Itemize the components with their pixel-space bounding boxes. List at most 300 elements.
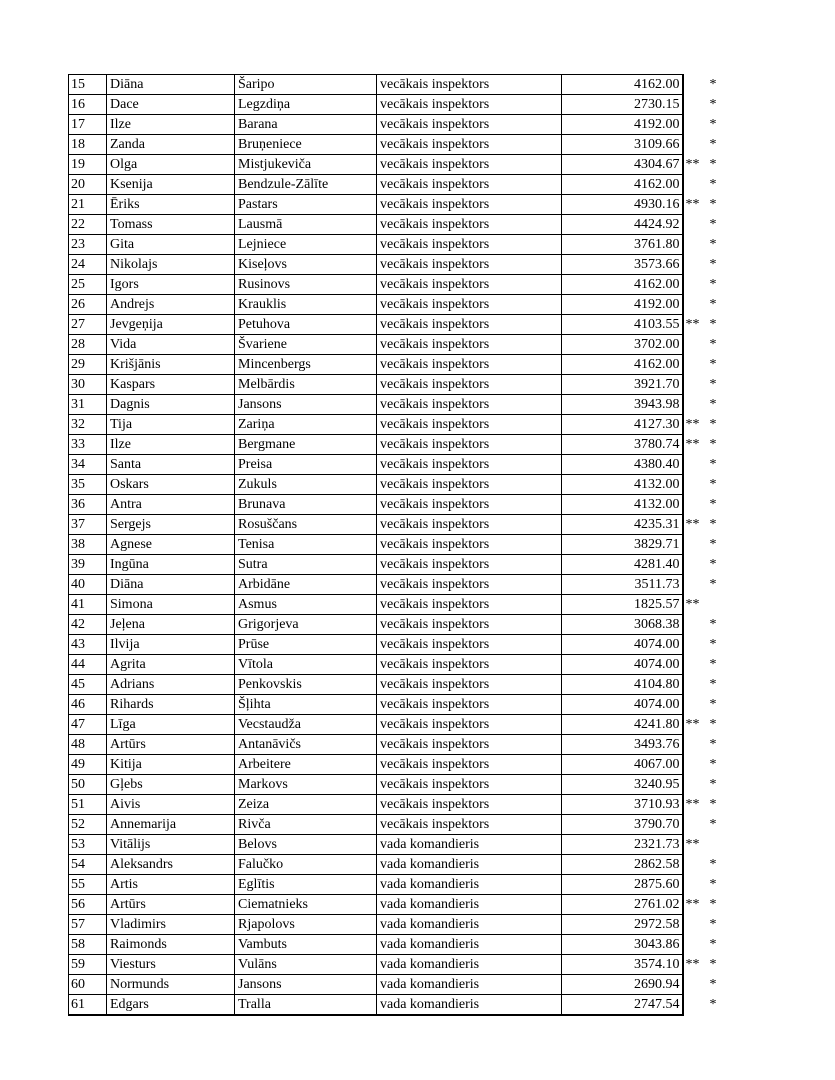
table-row — [69, 115, 719, 135]
first-name-cell: Santa — [107, 455, 235, 475]
salary-cell: 3710.93 — [562, 795, 683, 815]
table-row — [69, 375, 719, 395]
salary-cell: 4380.40 — [562, 455, 683, 475]
position-cell: vecākais inspektors — [377, 75, 562, 95]
salary-cell: 4074.00 — [562, 655, 683, 675]
position-cell: vecākais inspektors — [377, 695, 562, 715]
single-asterisk-mark: * — [709, 97, 717, 112]
double-asterisk-mark: ** — [685, 837, 700, 852]
row-number-cell: 16 — [69, 95, 107, 115]
first-name-cell: Krišjānis — [107, 355, 235, 375]
row-number-cell: 23 — [69, 235, 107, 255]
position-cell: vecākais inspektors — [377, 95, 562, 115]
row-number-cell: 59 — [69, 955, 107, 975]
row-number-cell: 29 — [69, 355, 107, 375]
single-asterisk-mark: * — [709, 697, 717, 712]
last-name-cell: Švariene — [235, 335, 377, 355]
single-asterisk-mark: * — [709, 437, 717, 452]
table-row — [69, 735, 719, 755]
last-name-cell: Mincenbergs — [235, 355, 377, 375]
last-name-cell: Petuhova — [235, 315, 377, 335]
single-asterisk-mark: * — [709, 577, 717, 592]
table-row — [69, 195, 719, 215]
position-cell: vada komandieris — [377, 935, 562, 955]
salary-cell: 2321.73 — [562, 835, 683, 855]
last-name-cell: Bruņeniece — [235, 135, 377, 155]
single-asterisk-mark: * — [709, 737, 717, 752]
first-name-cell: Diāna — [107, 75, 235, 95]
salary-cell: 3574.10 — [562, 955, 683, 975]
single-asterisk-mark: * — [709, 657, 717, 672]
last-name-cell: Mistjukeviča — [235, 155, 377, 175]
double-asterisk-mark — [683, 175, 703, 195]
table-row — [69, 455, 719, 475]
salary-cell: 4241.80 — [562, 715, 683, 735]
last-name-cell: Tralla — [235, 995, 377, 1016]
first-name-cell: Rihards — [107, 695, 235, 715]
position-cell: vecākais inspektors — [377, 515, 562, 535]
position-cell: vada komandieris — [377, 855, 562, 875]
table-row — [69, 595, 719, 615]
single-asterisk-mark: * — [709, 237, 717, 252]
first-name-cell: Vladimirs — [107, 915, 235, 935]
employee-salary-table — [68, 74, 719, 1016]
table-row — [69, 215, 719, 235]
single-asterisk-mark: * — [709, 357, 717, 372]
last-name-cell: Lausmā — [235, 215, 377, 235]
position-cell: vada komandieris — [377, 995, 562, 1016]
salary-cell: 3829.71 — [562, 535, 683, 555]
first-name-cell: Artis — [107, 875, 235, 895]
last-name-cell: Rivča — [235, 815, 377, 835]
position-cell: vecākais inspektors — [377, 395, 562, 415]
row-number-cell: 39 — [69, 555, 107, 575]
position-cell: vecākais inspektors — [377, 135, 562, 155]
row-number-cell: 24 — [69, 255, 107, 275]
first-name-cell: Igors — [107, 275, 235, 295]
salary-cell: 4103.55 — [562, 315, 683, 335]
table-row — [69, 615, 719, 635]
first-name-cell: Normunds — [107, 975, 235, 995]
row-number-cell: 33 — [69, 435, 107, 455]
first-name-cell: Artūrs — [107, 735, 235, 755]
salary-cell: 4930.16 — [562, 195, 683, 215]
salary-cell: 2690.94 — [562, 975, 683, 995]
salary-cell: 3943.98 — [562, 395, 683, 415]
row-number-cell: 43 — [69, 635, 107, 655]
row-number-cell: 55 — [69, 875, 107, 895]
salary-cell: 4074.00 — [562, 635, 683, 655]
first-name-cell: Jeļena — [107, 615, 235, 635]
position-cell: vecākais inspektors — [377, 195, 562, 215]
table-row — [69, 695, 719, 715]
single-asterisk-mark: * — [709, 317, 717, 332]
last-name-cell: Asmus — [235, 595, 377, 615]
position-cell: vecākais inspektors — [377, 235, 562, 255]
double-asterisk-mark — [683, 755, 703, 775]
single-asterisk-mark — [703, 595, 719, 615]
single-asterisk-mark: * — [709, 337, 717, 352]
position-cell: vada komandieris — [377, 955, 562, 975]
last-name-cell: Bendzule-Zālīte — [235, 175, 377, 195]
table-row — [69, 235, 719, 255]
first-name-cell: Dace — [107, 95, 235, 115]
row-number-cell: 17 — [69, 115, 107, 135]
single-asterisk-mark: * — [709, 637, 717, 652]
row-number-cell: 40 — [69, 575, 107, 595]
first-name-cell: Vida — [107, 335, 235, 355]
single-asterisk-mark: * — [709, 457, 717, 472]
double-asterisk-mark — [683, 775, 703, 795]
first-name-cell: Ilze — [107, 435, 235, 455]
double-asterisk-mark — [683, 255, 703, 275]
double-asterisk-mark — [683, 995, 703, 1016]
position-cell: vecākais inspektors — [377, 475, 562, 495]
position-cell: vecākais inspektors — [377, 735, 562, 755]
double-asterisk-mark — [683, 215, 703, 235]
last-name-cell: Kiseļovs — [235, 255, 377, 275]
position-cell: vecākais inspektors — [377, 295, 562, 315]
table-row — [69, 555, 719, 575]
first-name-cell: Aleksandrs — [107, 855, 235, 875]
salary-cell: 3780.74 — [562, 435, 683, 455]
single-asterisk-mark: * — [709, 157, 717, 172]
table-row — [69, 955, 719, 975]
position-cell: vecākais inspektors — [377, 215, 562, 235]
double-asterisk-mark: ** — [685, 417, 700, 432]
double-asterisk-mark: ** — [685, 437, 700, 452]
table-row — [69, 535, 719, 555]
double-asterisk-mark — [683, 615, 703, 635]
position-cell: vada komandieris — [377, 835, 562, 855]
double-asterisk-mark — [683, 455, 703, 475]
first-name-cell: Adrians — [107, 675, 235, 695]
single-asterisk-mark: * — [709, 957, 717, 972]
row-number-cell: 49 — [69, 755, 107, 775]
table-row — [69, 635, 719, 655]
double-asterisk-mark — [683, 395, 703, 415]
double-asterisk-mark: ** — [685, 157, 700, 172]
last-name-cell: Melbārdis — [235, 375, 377, 395]
single-asterisk-mark: * — [709, 877, 717, 892]
salary-cell: 2747.54 — [562, 995, 683, 1016]
row-number-cell: 46 — [69, 695, 107, 715]
salary-cell: 2875.60 — [562, 875, 683, 895]
position-cell: vecākais inspektors — [377, 635, 562, 655]
last-name-cell: Arbeitere — [235, 755, 377, 775]
position-cell: vecākais inspektors — [377, 155, 562, 175]
first-name-cell: Edgars — [107, 995, 235, 1016]
first-name-cell: Simona — [107, 595, 235, 615]
single-asterisk-mark: * — [709, 177, 717, 192]
last-name-cell: Antanāvičs — [235, 735, 377, 755]
position-cell: vecākais inspektors — [377, 115, 562, 135]
table-row — [69, 755, 719, 775]
first-name-cell: Ilze — [107, 115, 235, 135]
last-name-cell: Ciematnieks — [235, 895, 377, 915]
single-asterisk-mark: * — [709, 397, 717, 412]
first-name-cell: Vitālijs — [107, 835, 235, 855]
table-row — [69, 295, 719, 315]
position-cell: vada komandieris — [377, 915, 562, 935]
first-name-cell: Ilvija — [107, 635, 235, 655]
first-name-cell: Zanda — [107, 135, 235, 155]
double-asterisk-mark — [683, 375, 703, 395]
double-asterisk-mark: ** — [685, 597, 700, 612]
table-row — [69, 395, 719, 415]
double-asterisk-mark — [683, 95, 703, 115]
row-number-cell: 31 — [69, 395, 107, 415]
last-name-cell: Legzdiņa — [235, 95, 377, 115]
salary-cell: 3043.86 — [562, 935, 683, 955]
table-row — [69, 135, 719, 155]
double-asterisk-mark — [683, 235, 703, 255]
position-cell: vecākais inspektors — [377, 435, 562, 455]
double-asterisk-mark: ** — [685, 897, 700, 912]
double-asterisk-mark — [683, 475, 703, 495]
position-cell: vecākais inspektors — [377, 595, 562, 615]
first-name-cell: Olga — [107, 155, 235, 175]
table-row — [69, 655, 719, 675]
salary-cell: 4162.00 — [562, 75, 683, 95]
single-asterisk-mark: * — [709, 677, 717, 692]
last-name-cell: Preisa — [235, 455, 377, 475]
salary-cell: 4162.00 — [562, 355, 683, 375]
salary-cell: 4192.00 — [562, 115, 683, 135]
last-name-cell: Bergmane — [235, 435, 377, 455]
position-cell: vecākais inspektors — [377, 615, 562, 635]
single-asterisk-mark: * — [709, 477, 717, 492]
single-asterisk-mark: * — [709, 297, 717, 312]
row-number-cell: 58 — [69, 935, 107, 955]
position-cell: vecākais inspektors — [377, 715, 562, 735]
table-row — [69, 675, 719, 695]
last-name-cell: Penkovskis — [235, 675, 377, 695]
row-number-cell: 22 — [69, 215, 107, 235]
single-asterisk-mark: * — [709, 277, 717, 292]
single-asterisk-mark: * — [709, 817, 717, 832]
row-number-cell: 21 — [69, 195, 107, 215]
position-cell: vecākais inspektors — [377, 815, 562, 835]
last-name-cell: Zariņa — [235, 415, 377, 435]
single-asterisk-mark — [703, 835, 719, 855]
first-name-cell: Agrita — [107, 655, 235, 675]
salary-cell: 4192.00 — [562, 295, 683, 315]
double-asterisk-mark: ** — [685, 717, 700, 732]
position-cell: vada komandieris — [377, 875, 562, 895]
position-cell: vecākais inspektors — [377, 655, 562, 675]
single-asterisk-mark: * — [709, 377, 717, 392]
row-number-cell: 28 — [69, 335, 107, 355]
last-name-cell: Rosuščans — [235, 515, 377, 535]
position-cell: vada komandieris — [377, 895, 562, 915]
row-number-cell: 50 — [69, 775, 107, 795]
double-asterisk-mark — [683, 115, 703, 135]
row-number-cell: 42 — [69, 615, 107, 635]
single-asterisk-mark: * — [709, 197, 717, 212]
first-name-cell: Artūrs — [107, 895, 235, 915]
first-name-cell: Annemarija — [107, 815, 235, 835]
row-number-cell: 41 — [69, 595, 107, 615]
single-asterisk-mark: * — [709, 617, 717, 632]
double-asterisk-mark — [683, 355, 703, 375]
table-row — [69, 275, 719, 295]
table-row — [69, 995, 719, 1016]
double-asterisk-mark: ** — [685, 517, 700, 532]
salary-cell: 3921.70 — [562, 375, 683, 395]
first-name-cell: Līga — [107, 715, 235, 735]
row-number-cell: 54 — [69, 855, 107, 875]
last-name-cell: Vulāns — [235, 955, 377, 975]
row-number-cell: 26 — [69, 295, 107, 315]
row-number-cell: 48 — [69, 735, 107, 755]
double-asterisk-mark — [683, 275, 703, 295]
table-row — [69, 435, 719, 455]
single-asterisk-mark: * — [709, 557, 717, 572]
last-name-cell: Belovs — [235, 835, 377, 855]
single-asterisk-mark: * — [709, 777, 717, 792]
single-asterisk-mark: * — [709, 417, 717, 432]
single-asterisk-mark: * — [709, 257, 717, 272]
row-number-cell: 27 — [69, 315, 107, 335]
last-name-cell: Brunava — [235, 495, 377, 515]
row-number-cell: 47 — [69, 715, 107, 735]
double-asterisk-mark — [683, 495, 703, 515]
table-body — [69, 75, 719, 1016]
last-name-cell: Tenisa — [235, 535, 377, 555]
position-cell: vecākais inspektors — [377, 335, 562, 355]
position-cell: vecākais inspektors — [377, 575, 562, 595]
last-name-cell: Vecstaudža — [235, 715, 377, 735]
first-name-cell: Oskars — [107, 475, 235, 495]
last-name-cell: Krauklis — [235, 295, 377, 315]
single-asterisk-mark: * — [709, 897, 717, 912]
single-asterisk-mark: * — [709, 517, 717, 532]
double-asterisk-mark: ** — [685, 197, 700, 212]
position-cell: vecākais inspektors — [377, 175, 562, 195]
last-name-cell: Šļihta — [235, 695, 377, 715]
table-row — [69, 575, 719, 595]
first-name-cell: Kaspars — [107, 375, 235, 395]
double-asterisk-mark — [683, 575, 703, 595]
salary-cell: 4127.30 — [562, 415, 683, 435]
table-row — [69, 715, 719, 735]
position-cell: vecākais inspektors — [377, 755, 562, 775]
double-asterisk-mark — [683, 335, 703, 355]
table-row — [69, 515, 719, 535]
single-asterisk-mark: * — [709, 137, 717, 152]
double-asterisk-mark — [683, 75, 703, 95]
last-name-cell: Jansons — [235, 975, 377, 995]
row-number-cell: 51 — [69, 795, 107, 815]
first-name-cell: Tomass — [107, 215, 235, 235]
table-row — [69, 175, 719, 195]
table-row — [69, 315, 719, 335]
row-number-cell: 19 — [69, 155, 107, 175]
row-number-cell: 56 — [69, 895, 107, 915]
table-row — [69, 975, 719, 995]
position-cell: vecākais inspektors — [377, 675, 562, 695]
double-asterisk-mark — [683, 915, 703, 935]
position-cell: vecākais inspektors — [377, 555, 562, 575]
row-number-cell: 53 — [69, 835, 107, 855]
position-cell: vecākais inspektors — [377, 375, 562, 395]
row-number-cell: 25 — [69, 275, 107, 295]
row-number-cell: 30 — [69, 375, 107, 395]
salary-cell: 3790.70 — [562, 815, 683, 835]
table-row — [69, 815, 719, 835]
last-name-cell: Prūse — [235, 635, 377, 655]
salary-cell: 3511.73 — [562, 575, 683, 595]
last-name-cell: Sutra — [235, 555, 377, 575]
last-name-cell: Šaripo — [235, 75, 377, 95]
row-number-cell: 35 — [69, 475, 107, 495]
double-asterisk-mark — [683, 295, 703, 315]
double-asterisk-mark — [683, 695, 703, 715]
first-name-cell: Ksenija — [107, 175, 235, 195]
salary-cell: 4132.00 — [562, 495, 683, 515]
position-cell: vecākais inspektors — [377, 255, 562, 275]
last-name-cell: Jansons — [235, 395, 377, 415]
salary-cell: 4281.40 — [562, 555, 683, 575]
last-name-cell: Arbidāne — [235, 575, 377, 595]
single-asterisk-mark: * — [709, 217, 717, 232]
first-name-cell: Kitija — [107, 755, 235, 775]
salary-cell: 4424.92 — [562, 215, 683, 235]
last-name-cell: Eglītis — [235, 875, 377, 895]
last-name-cell: Grigorjeva — [235, 615, 377, 635]
row-number-cell: 60 — [69, 975, 107, 995]
table-row — [69, 255, 719, 275]
position-cell: vecākais inspektors — [377, 455, 562, 475]
double-asterisk-mark — [683, 655, 703, 675]
single-asterisk-mark: * — [709, 937, 717, 952]
last-name-cell: Falučko — [235, 855, 377, 875]
table-row — [69, 95, 719, 115]
double-asterisk-mark — [683, 855, 703, 875]
table-row — [69, 495, 719, 515]
first-name-cell: Ēriks — [107, 195, 235, 215]
first-name-cell: Nikolajs — [107, 255, 235, 275]
salary-cell: 2972.58 — [562, 915, 683, 935]
row-number-cell: 45 — [69, 675, 107, 695]
first-name-cell: Gļebs — [107, 775, 235, 795]
table-row — [69, 935, 719, 955]
first-name-cell: Raimonds — [107, 935, 235, 955]
single-asterisk-mark: * — [709, 997, 717, 1013]
double-asterisk-mark — [683, 675, 703, 695]
row-number-cell: 37 — [69, 515, 107, 535]
row-number-cell: 15 — [69, 75, 107, 95]
table-row — [69, 875, 719, 895]
position-cell: vecākais inspektors — [377, 415, 562, 435]
salary-cell: 4132.00 — [562, 475, 683, 495]
last-name-cell: Vambuts — [235, 935, 377, 955]
position-cell: vecākais inspektors — [377, 775, 562, 795]
single-asterisk-mark: * — [709, 117, 717, 132]
last-name-cell: Zeiza — [235, 795, 377, 815]
last-name-cell: Pastars — [235, 195, 377, 215]
first-name-cell: Andrejs — [107, 295, 235, 315]
table-row — [69, 475, 719, 495]
row-number-cell: 20 — [69, 175, 107, 195]
table-row — [69, 775, 719, 795]
double-asterisk-mark — [683, 135, 703, 155]
salary-cell: 3240.95 — [562, 775, 683, 795]
salary-cell: 4162.00 — [562, 275, 683, 295]
double-asterisk-mark: ** — [685, 317, 700, 332]
last-name-cell: Rusinovs — [235, 275, 377, 295]
